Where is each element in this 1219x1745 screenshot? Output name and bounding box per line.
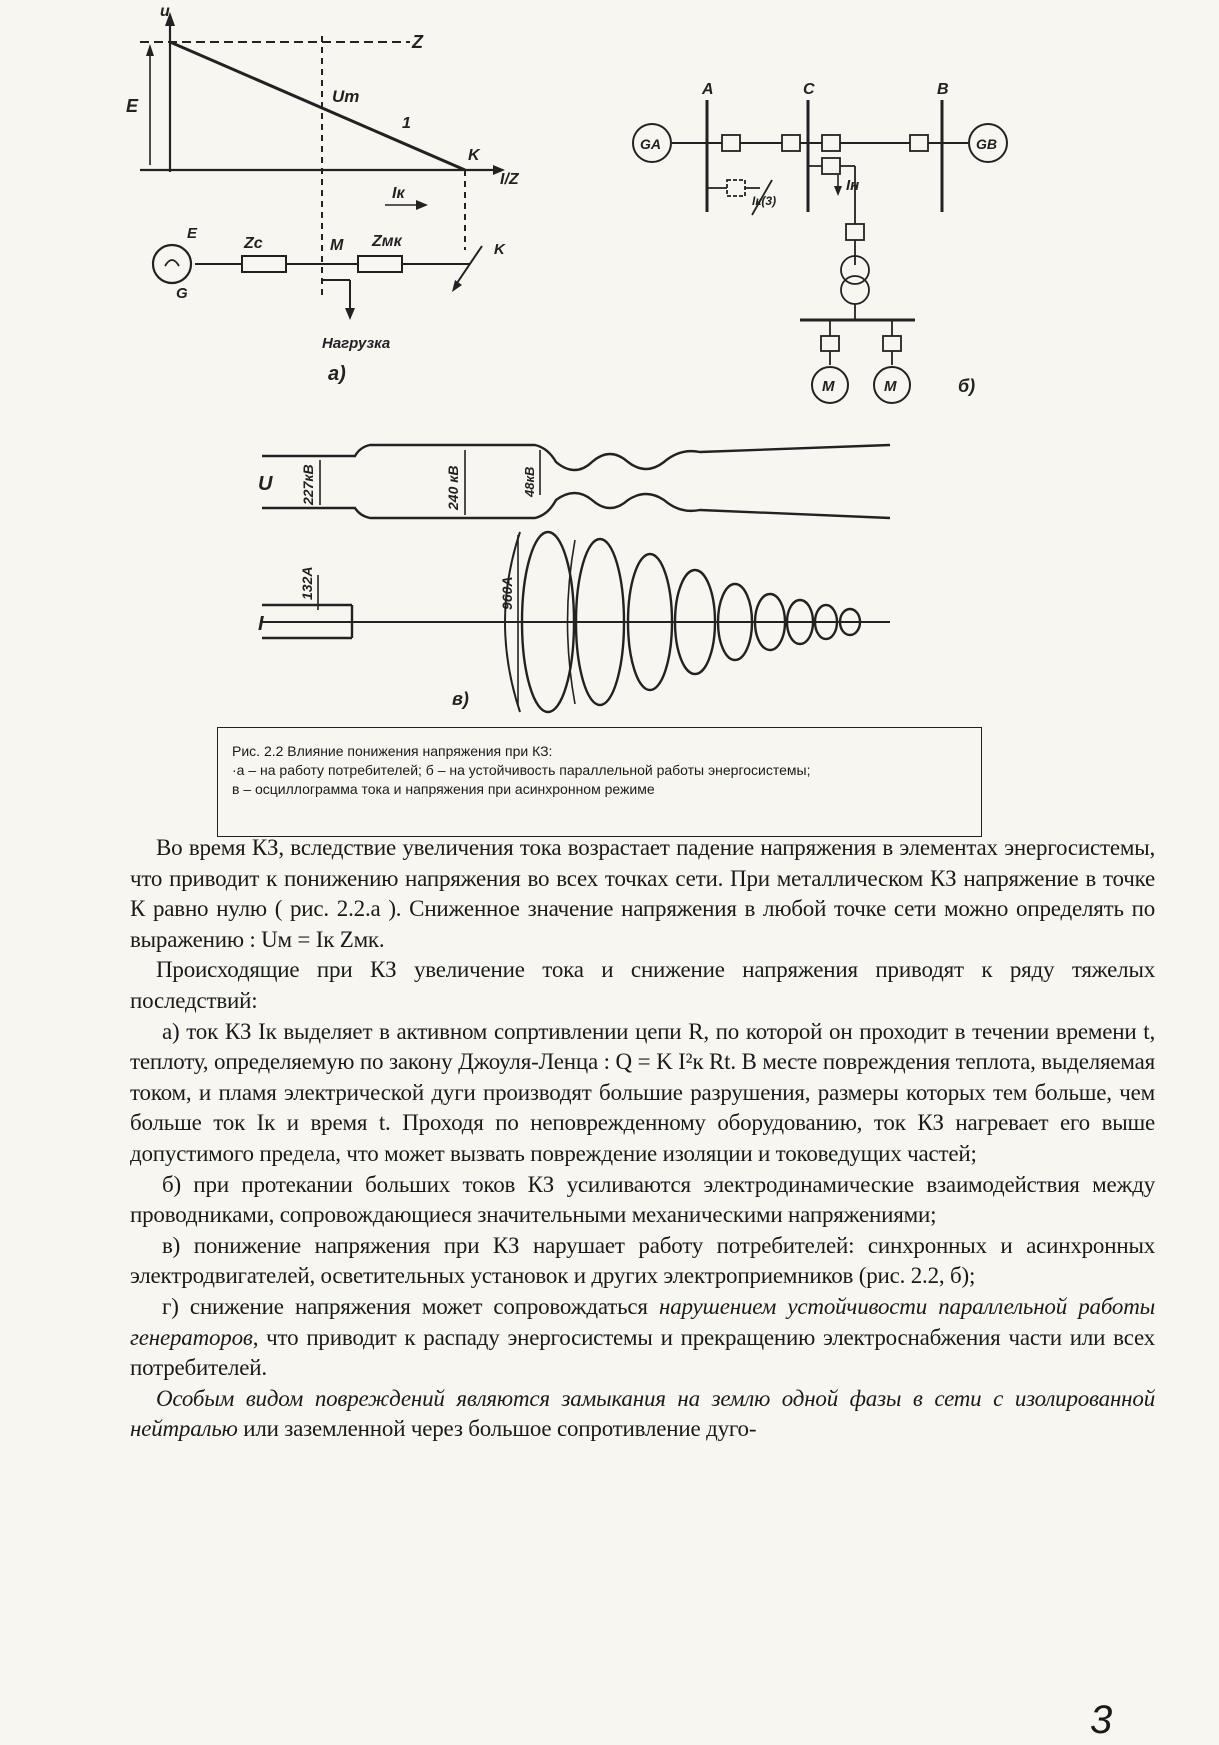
label-zc: Zc [244, 235, 263, 252]
label-bus-c: C [803, 81, 815, 98]
label-m: M [330, 237, 344, 254]
label-ik: Iк [392, 185, 405, 202]
figure-2-2 [0, 0, 1219, 730]
label-panel-c: в) [452, 689, 469, 709]
label-i1: 132А [299, 566, 315, 600]
label-um: Um [332, 87, 360, 106]
label-panel-a: а) [328, 363, 346, 385]
panel-a-diagram [140, 12, 505, 320]
label-u: U [258, 473, 273, 495]
panel-b-diagram [633, 100, 1007, 403]
caption-line-b: в – осциллограмма тока и напряжения при асинхронном режиме [232, 781, 655, 797]
paragraph-7-italic: Особым видом повреждений являются замыкания на землю одной фазы в сети с изолированной нейтралью [130, 1385, 1155, 1442]
label-i2: 960А [499, 576, 515, 610]
label-panel-b: б) [958, 376, 976, 396]
label-gb: GB [976, 136, 997, 152]
body-text [130, 833, 1155, 1445]
label-load: Нагрузка [322, 335, 391, 352]
caption-line-a: ·а – на работу потребителей; б – на устойчивость параллельной работы энергосистемы; [232, 762, 811, 778]
figure-caption [217, 727, 982, 837]
label-i: I [258, 613, 264, 635]
paragraph-6-italic: нарушением устойчивости параллельной работы генераторов [130, 1293, 1155, 1350]
label-bus-a: A [702, 81, 714, 98]
paragraph-1: Во время КЗ, вследствие увеличения тока возрастает падение напряжения в элементах энергосистемы, что приводит к понижению напряжения во всех точках сети. При металлическом КЗ напряжение в точке К равно нулю ( рис. 2.2.а ). Сниженное значение напряжения в любой точке сети можно определять по выражению : Uм = Iк Zмк. [130, 835, 1155, 952]
paragraph-7 [130, 1384, 1155, 1445]
paragraph-6-end: , что приводит к распаду энергосистемы и прекращению электроснабжения части или всех потребителей. [130, 1324, 1155, 1381]
label-zmk: Zмк [372, 233, 402, 250]
paragraph-5: в) понижение напряжения при КЗ нарушает работу потребителей: синхронных и асинхронных электродвигателей, осветительных установок и других электроприемников (рис. 2.2, б); [130, 1232, 1155, 1289]
label-e: E [126, 96, 139, 116]
label-u-axis: u [160, 3, 170, 20]
label-k2: K [494, 241, 505, 258]
label-x-axis: I/Z [500, 171, 519, 188]
label-k-point: K [468, 147, 480, 164]
paragraph-3: а) ток КЗ Iк выделяет в активном сопртивлении цепи R, по которой он проходит в течении времени t, теплоту, определяемую по закону Джоуля-Ленца : Q = K I²к Rt. В месте повреждения теплота, выделяемая током, и пламя электрической дуги производят большие разрушения, размеры которых тем больше, чем больше ток Iк и время t. Проходя по неповрежденному оборудованию, ток КЗ нагревает его выше допустимого предела, что может вызвать повреждение изоляции и токоведущих частей; [130, 1018, 1155, 1166]
paragraph-6-start: г) снижение напряжения может сопровождаться [162, 1293, 660, 1319]
paragraph-4: б) при протекании больших токов КЗ усиливаются электродинамические взаимодействия между проводниками, сопровождающиеся значительными механическими напряжениями; [130, 1171, 1155, 1228]
paragraph-6 [130, 1292, 1155, 1384]
label-ik3: Iк(3) [752, 194, 777, 208]
label-gen-e: E [187, 225, 198, 242]
label-motor-1: M [822, 378, 835, 395]
label-bus-b: B [937, 81, 949, 98]
label-u1: 227кВ [300, 464, 316, 505]
label-u3: 48кВ [522, 466, 537, 497]
caption-title: Рис. 2.2 Влияние понижения напряжения при КЗ: [232, 743, 553, 759]
label-z: Z [412, 32, 423, 52]
label-motor-2: M [884, 378, 897, 395]
paragraph-2: Происходящие при КЗ увеличение тока и снижение напряжения приводят к ряду тяжелых последствий: [130, 957, 1155, 1013]
label-gen-g: G [176, 285, 188, 302]
panel-c-oscillogram [262, 445, 890, 712]
paragraph-7-end: или заземленной через большое сопротивление дуго- [237, 1416, 757, 1442]
label-u2: 240 кВ [445, 465, 461, 510]
label-ga: GA [640, 136, 661, 152]
page-number: 3 [1090, 1698, 1113, 1742]
label-line-1: 1 [402, 115, 411, 132]
label-ih: Iн [846, 177, 860, 194]
